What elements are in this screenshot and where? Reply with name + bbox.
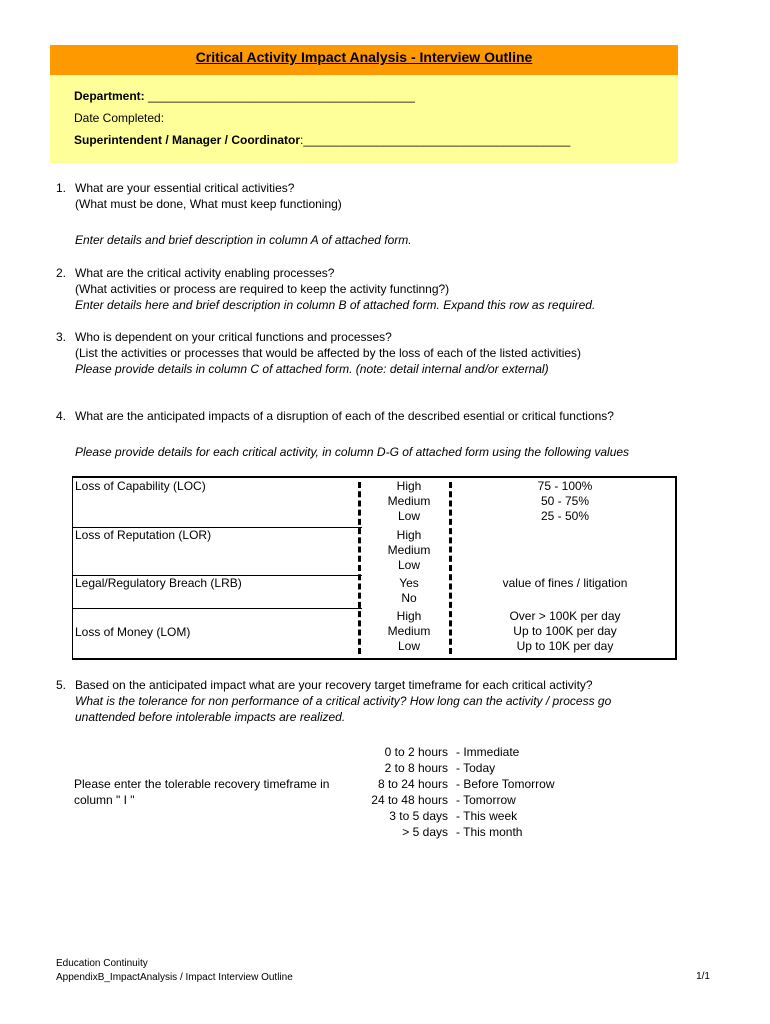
recovery-description: - Tomorrow: [456, 793, 516, 807]
page-footer: [56, 957, 293, 985]
impact-label-lrb: Legal/Regulatory Breach (LRB): [75, 576, 242, 590]
impact-levels-lrb: [364, 576, 454, 606]
superintendent-line: [74, 133, 570, 147]
footer-line: Education Continuity: [56, 958, 148, 969]
title-bar: [50, 45, 678, 75]
recovery-time: 0 to 2 hours: [384, 745, 448, 759]
recovery-time: 3 to 5 days: [389, 809, 448, 823]
question-text: What are the critical activity enabling processes?: [75, 266, 335, 280]
recovery-instructions: [74, 776, 354, 808]
question-note: Please provide details in column C of attached form. (note: detail internal and/or external): [75, 362, 549, 376]
question-subtext: (What must be done, What must keep functioning): [75, 197, 342, 211]
level-value: Medium: [387, 624, 431, 638]
recovery-description: - Today: [456, 761, 496, 775]
impact-value-lrb: value of fines / litigation: [502, 576, 628, 590]
date-line: [74, 111, 164, 125]
question-note: Please provide details for each critical activity, in column D-G of attached form using the following values: [75, 445, 630, 459]
impact-label-lom: Loss of Money (LOM): [75, 625, 191, 639]
page-title: Critical Activity Impact Analysis - Interview Outline: [195, 49, 533, 65]
impact-values-loc: [457, 479, 673, 524]
recovery-label: column " I ": [74, 793, 135, 807]
recovery-times: [348, 744, 448, 840]
threshold-value: 50 - 75%: [540, 494, 590, 508]
question-text: Who is dependent on your critical functions and processes?: [75, 330, 392, 344]
question-3: [56, 329, 696, 377]
question-subtext: (List the activities or processes that would be affected by the loss of each of the listed activities): [75, 346, 582, 360]
table-border-bottom: [72, 658, 677, 660]
question-5: [56, 677, 696, 725]
level-value: Low: [397, 558, 420, 572]
threshold-value: 25 - 50%: [540, 509, 590, 523]
table-divider: [72, 608, 362, 609]
question-4: [56, 408, 696, 460]
level-value: High: [396, 609, 422, 623]
recovery-description: - This month: [456, 825, 523, 839]
level-value: Low: [397, 639, 420, 653]
level-value: No: [401, 591, 417, 605]
threshold-value: 75 - 100%: [537, 479, 593, 493]
table-border-right: [675, 476, 677, 660]
question-note: What is the tolerance for non performance of a critical activity? How long can the activity / process go: [75, 694, 612, 708]
question-number: 5.: [56, 678, 67, 692]
level-value: Yes: [399, 576, 419, 590]
question-number: 2.: [56, 266, 67, 280]
recovery-description: - Before Tomorrow: [456, 777, 555, 791]
department-line: [74, 89, 415, 103]
question-1: [56, 180, 696, 248]
recovery-time: 24 to 48 hours: [371, 793, 448, 807]
question-text: What are the anticipated impacts of a disruption of each of the described esential or critical functions?: [75, 409, 614, 423]
footer-line: AppendixB_ImpactAnalysis / Impact Interview Outline: [56, 972, 293, 983]
question-note: unattended before intolerable impacts are realized.: [75, 710, 346, 724]
impact-label-lor: Loss of Reputation (LOR): [75, 528, 212, 542]
recovery-descriptions: [456, 744, 616, 840]
recovery-time: > 5 days: [402, 825, 448, 839]
level-value: Medium: [387, 494, 431, 508]
date-label: Date Completed:: [74, 111, 165, 125]
impact-levels-lom: [364, 609, 454, 654]
superintendent-label: Superintendent / Manager / Coordinator: [74, 133, 301, 147]
impact-label-loc: Loss of Capability (LOC): [75, 479, 206, 493]
question-number: 3.: [56, 330, 67, 344]
impact-table: [72, 476, 677, 660]
impact-values-lom: [457, 609, 673, 654]
impact-levels-loc: [364, 479, 454, 524]
threshold-value: Over > 100K per day: [509, 609, 621, 623]
table-border-top: [72, 476, 677, 478]
recovery-time: 8 to 24 hours: [377, 777, 448, 791]
table-border-left: [72, 476, 73, 660]
threshold-value: Up to 100K per day: [513, 624, 617, 638]
recovery-label: Please enter the tolerable recovery timeframe in: [74, 777, 330, 791]
impact-levels-lor: [364, 528, 454, 573]
question-note: Enter details and brief description in column A of attached form.: [75, 233, 412, 247]
superintendent-field: :________________________________________: [300, 133, 571, 147]
question-number: 4.: [56, 409, 67, 423]
question-2: [56, 265, 696, 313]
level-value: Medium: [387, 543, 431, 557]
level-value: Low: [397, 509, 420, 523]
question-text: What are your essential critical activities?: [75, 181, 295, 195]
threshold-value: Up to 10K per day: [516, 639, 614, 653]
level-value: High: [396, 528, 422, 542]
department-field: ________________________________________: [148, 89, 415, 103]
recovery-time: 2 to 8 hours: [384, 761, 448, 775]
department-label: Department:: [74, 89, 145, 103]
question-text: Based on the anticipated impact what are your recovery target timeframe for each critical activity?: [75, 678, 593, 692]
info-box: [50, 75, 678, 163]
level-value: High: [396, 479, 422, 493]
table-dashed-divider: [358, 482, 361, 654]
recovery-description: - Immediate: [456, 745, 520, 759]
question-number: 1.: [56, 181, 67, 195]
page-number: 1/1: [696, 971, 710, 982]
question-subtext: (What activities or process are required to keep the activity functinng?): [75, 282, 450, 296]
recovery-description: - This week: [456, 809, 518, 823]
question-note: Enter details here and brief description in column B of attached form. Expand this row as required.: [75, 298, 596, 312]
